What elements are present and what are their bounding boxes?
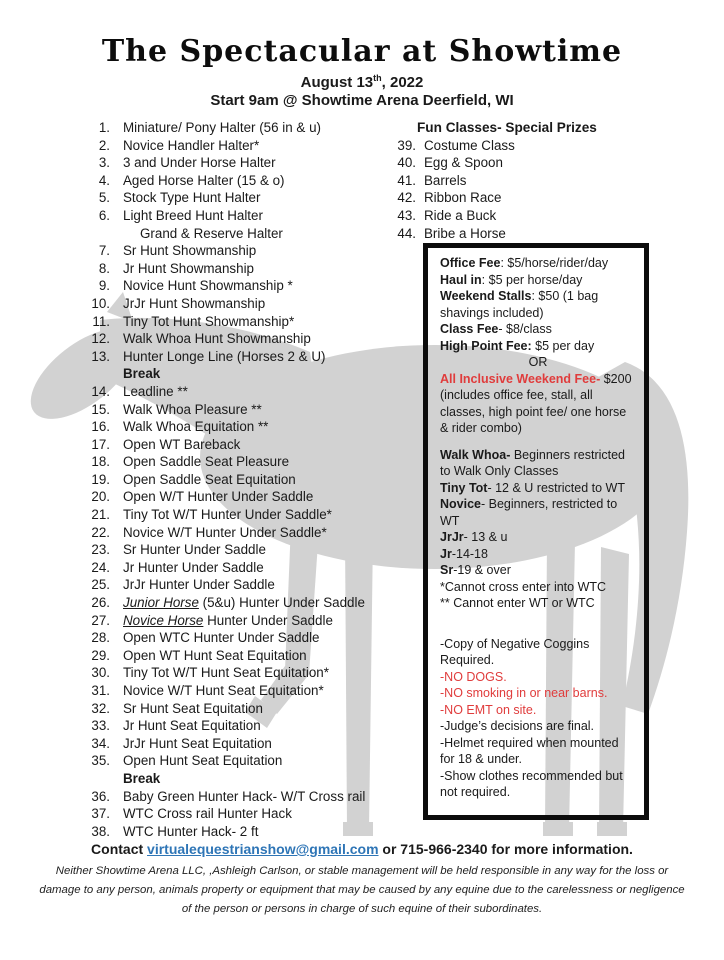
class-number: 28.: [91, 630, 110, 646]
horse-hoof: [597, 822, 627, 836]
class-list-item: [84, 242, 365, 260]
class-list-item: [84, 277, 365, 295]
text-segment: Novice W/T Hunter Under Saddle*: [123, 524, 327, 540]
disclaimer-line: of the person or persons in charge of such equine of their subordinates.: [181, 903, 543, 915]
class-label: [123, 137, 259, 155]
class-number: 3.: [98, 155, 110, 171]
text-segment: Jr Hunt Showmanship: [123, 260, 254, 276]
fun-class-item: [392, 189, 597, 207]
class-label: [123, 348, 325, 366]
text-segment: Leadline **: [123, 383, 188, 399]
class-number: [84, 770, 110, 788]
email-link[interactable]: virtualequestrianshow@gmail.com: [147, 841, 379, 857]
text-segment: -Copy of Negative Coggins Required.: [440, 636, 590, 667]
text-segment: WTC Hunter Hack- 2 ft: [123, 823, 259, 839]
text-segment: JrJr Hunt Seat Equitation: [123, 735, 272, 751]
class-list-item: [84, 717, 365, 735]
info-box-line: [440, 718, 636, 735]
page-title: The Spectacular at Showtime: [101, 34, 623, 69]
class-label: [123, 436, 240, 454]
class-list-item: [84, 137, 365, 155]
text-segment: OR: [528, 355, 548, 369]
text-segment: 3 and Under Horse Halter: [123, 155, 276, 171]
contact-line: [0, 841, 724, 857]
fun-class-item: [392, 172, 597, 190]
class-number: 1.: [98, 120, 110, 135]
class-list-item: [84, 189, 365, 207]
text-segment: : $5 per horse/day: [481, 272, 583, 287]
text-segment: -NO EMT on site.: [440, 702, 537, 717]
class-list-item: [84, 295, 365, 313]
info-box-line: [440, 387, 636, 437]
class-label: [123, 612, 333, 630]
class-label: [123, 260, 254, 278]
class-number: 29.: [91, 647, 110, 663]
class-number: 21.: [91, 507, 110, 523]
disclaimer-line: damage to any person, animals property or equipment that may be caused by any equine due to the carelessness or negligence: [39, 884, 685, 896]
class-list-item: [84, 576, 365, 594]
class-list: [84, 119, 365, 840]
text-segment: Open W/T Hunter Under Saddle: [123, 489, 314, 505]
info-box-line: [440, 546, 636, 563]
class-list-item: [84, 735, 365, 753]
text-segment: Walk Whoa Hunt Showmanship: [123, 331, 311, 347]
text-segment: Beginners restricted to Walk Only Classes: [440, 447, 626, 478]
class-number: 39.: [397, 137, 416, 153]
flyer-header: [0, 34, 724, 109]
class-label: [123, 770, 160, 788]
class-number: 38.: [91, 823, 110, 839]
text-segment: -Helmet required when mounted for 18 & under.: [440, 735, 619, 766]
text-segment: Weekend Stalls: [440, 289, 532, 303]
class-list-item: [84, 471, 365, 489]
class-label: [424, 137, 515, 155]
text-segment: All Inclusive Weekend Fee-: [440, 371, 601, 386]
class-number: 42.: [397, 190, 416, 206]
text-segment: Break: [123, 770, 161, 786]
info-box-line: [440, 562, 636, 579]
class-list-item: [84, 506, 365, 524]
text-segment: Open WT Bareback: [123, 436, 241, 452]
class-list-item: [84, 348, 365, 366]
text-segment: Sr Hunt Seat Equitation: [123, 700, 263, 716]
info-box-line: [440, 447, 636, 480]
text-segment: Novice: [440, 497, 481, 511]
event-date-ordinal: th: [373, 73, 382, 83]
class-number: 31.: [91, 683, 110, 698]
text-segment: Stock Type Hunt Halter: [123, 190, 261, 206]
event-date: [0, 73, 724, 91]
text-segment: Walk Whoa Equitation **: [123, 419, 269, 435]
class-list-item: [84, 313, 365, 331]
info-box-spacer: [440, 437, 636, 447]
info-box-line: [440, 272, 636, 289]
class-list-item: [84, 172, 365, 190]
class-label: [123, 805, 292, 823]
text-segment: Aged Horse Halter (15 & o): [123, 172, 285, 188]
class-label: [123, 401, 262, 419]
text-segment: Miniature/ Pony Halter (56 in & u): [123, 120, 321, 135]
class-label: [123, 295, 265, 313]
class-label: [123, 541, 266, 559]
text-segment: Bribe a Horse: [424, 225, 506, 241]
class-label: [123, 700, 263, 718]
info-box-line: [440, 288, 636, 321]
text-segment: Grand & Reserve Halter: [140, 225, 283, 241]
class-number: 34.: [91, 735, 110, 751]
text-segment: Novice Hunt Showmanship *: [123, 278, 293, 294]
contact-suffix: or 715-966-2340 for more information.: [378, 841, 633, 857]
horse-hoof: [543, 822, 573, 836]
text-segment: Hunter Longe Line (Horses 2 & U): [123, 348, 326, 364]
text-segment: $5 per day: [531, 338, 595, 353]
text-segment: - 13 & u: [463, 530, 508, 544]
class-list-item: [84, 823, 365, 841]
text-segment: $200: [600, 371, 632, 386]
text-segment: Egg & Spoon: [424, 155, 503, 171]
class-label: [123, 823, 258, 841]
class-label: [123, 576, 275, 594]
event-start-location: Start 9am @ Showtime Arena Deerfield, WI: [210, 92, 514, 109]
text-segment: Tiny Tot Hunt Showmanship*: [123, 313, 295, 329]
text-segment: Tiny Tot W/T Hunter Under Saddle*: [123, 507, 332, 523]
info-box-line: [440, 702, 636, 719]
class-label: [424, 172, 466, 190]
class-number: 14.: [91, 383, 110, 399]
class-number: 6.: [98, 207, 110, 223]
class-label: [123, 383, 188, 401]
class-label: [140, 225, 283, 243]
class-label: [424, 207, 496, 225]
class-number: 11.: [92, 313, 110, 329]
class-number: 4.: [98, 172, 110, 188]
class-number: 33.: [91, 718, 110, 734]
class-list-item: [84, 682, 365, 700]
text-segment: Costume Class: [424, 137, 515, 153]
text-segment: Class Fee: [440, 322, 499, 336]
info-box-line: [440, 768, 636, 801]
class-list-item: [84, 260, 365, 278]
text-segment: -19 & over: [453, 563, 511, 577]
contact-prefix: Contact: [91, 841, 148, 857]
class-label: [123, 189, 260, 207]
text-segment: Break: [123, 366, 161, 382]
class-label: [123, 172, 285, 190]
class-label: [123, 682, 324, 700]
class-list-item: [84, 418, 365, 436]
info-box-line: [440, 496, 636, 529]
class-label: [123, 154, 276, 172]
class-label: [123, 488, 313, 506]
fun-classes-section: [392, 119, 597, 242]
text-segment: Open WT Hunt Seat Equitation: [123, 647, 307, 663]
text-segment: -Judge’s decisions are final.: [440, 719, 595, 733]
class-label: [123, 119, 321, 137]
class-label: [123, 453, 289, 471]
text-segment: : $5/horse/rider/day: [500, 256, 609, 270]
class-label: [123, 471, 296, 489]
class-label: [123, 277, 293, 295]
class-list-item: [84, 330, 365, 348]
class-number: 15.: [91, 401, 110, 417]
fun-class-item: [392, 207, 597, 225]
class-number: 16.: [91, 419, 110, 435]
text-segment: High Point Fee:: [440, 338, 532, 353]
text-segment: Junior Horse: [123, 595, 199, 611]
info-box-line: [440, 321, 636, 338]
class-label: [424, 154, 503, 172]
text-segment: WTC Cross rail Hunter Hack: [123, 806, 292, 822]
fun-class-item: [392, 137, 597, 155]
class-list-item: [84, 225, 365, 243]
class-number: 25.: [91, 577, 110, 593]
text-segment: Tiny Tot W/T Hunt Seat Equitation*: [123, 665, 329, 681]
class-number: 22.: [91, 524, 110, 540]
text-segment: -Show clothes recommended but not required.: [440, 768, 623, 799]
class-number: 12.: [91, 331, 110, 347]
text-segment: - $8/class: [498, 322, 552, 336]
class-list-item: [84, 154, 365, 172]
text-segment: -NO smoking in or near barns.: [440, 686, 608, 700]
class-list-item: [84, 805, 365, 823]
class-number: 13.: [91, 348, 110, 364]
text-segment: Sr Hunt Showmanship: [123, 243, 257, 259]
class-label: [123, 559, 264, 577]
text-segment: - 12 & U restricted to WT: [487, 480, 625, 495]
text-segment: JrJr: [440, 530, 464, 544]
class-number: 40.: [397, 155, 416, 171]
class-list-item: [84, 594, 365, 612]
text-segment: JrJr Hunt Showmanship: [123, 295, 266, 311]
class-number: 19.: [91, 471, 110, 487]
text-segment: - Beginners, restricted to WT: [440, 497, 618, 528]
text-segment: Sr: [440, 563, 454, 577]
class-list-item: [84, 207, 365, 225]
disclaimer-line: Neither Showtime Arena LLC, ,Ashleigh Carlson, or stable management will be held responsible in any way for the loss or: [55, 865, 669, 877]
class-number: 23.: [91, 542, 110, 558]
text-segment: -14-18: [451, 546, 488, 561]
class-number: 5.: [98, 190, 110, 206]
class-label: [424, 189, 501, 207]
text-segment: (5&u) Hunter Under Saddle: [198, 595, 365, 611]
text-segment: Open WTC Hunter Under Saddle: [123, 630, 320, 646]
text-segment: Ribbon Race: [424, 190, 502, 206]
fun-class-item: [392, 225, 597, 243]
class-list-item: [84, 559, 365, 577]
info-box-line: [440, 529, 636, 546]
class-list-item: [84, 647, 365, 665]
text-segment: : $50 (1 bag shavings included): [440, 289, 599, 320]
class-number: 41.: [397, 172, 416, 188]
disclaimer: [28, 862, 696, 919]
text-segment: Office Fee: [440, 256, 501, 270]
text-segment: -NO DOGS.: [440, 669, 507, 684]
class-number: [84, 225, 110, 243]
class-number: 10.: [91, 295, 110, 311]
class-list-item: [84, 119, 365, 137]
class-number: 36.: [91, 788, 110, 804]
class-list-item: [84, 664, 365, 682]
class-number: 7.: [98, 243, 110, 259]
fun-classes-heading: Fun Classes- Special Prizes: [417, 120, 597, 135]
class-label: [123, 629, 320, 647]
class-number: 32.: [91, 700, 110, 716]
class-number: 17.: [91, 436, 110, 452]
text-segment: Haul in: [440, 272, 482, 287]
class-label: [424, 225, 506, 243]
fun-classes-list: [392, 137, 597, 243]
class-number: 37.: [91, 806, 110, 822]
info-box-spacer: [440, 612, 636, 636]
text-segment: Barrels: [424, 172, 467, 188]
class-list-item: [84, 524, 365, 542]
class-label: [123, 664, 329, 682]
class-list-item: [84, 612, 365, 630]
info-box-line: [440, 354, 636, 371]
class-number: [84, 365, 110, 383]
class-label: [123, 506, 332, 524]
event-date-text: August 13: [300, 74, 374, 91]
text-segment: Tiny Tot: [440, 480, 488, 495]
class-number: 18.: [91, 454, 110, 470]
text-segment: Novice W/T Hunt Seat Equitation*: [123, 683, 324, 698]
text-segment: *Cannot cross enter into WTC: [440, 579, 607, 594]
class-number: 24.: [91, 559, 110, 575]
info-box-line: [440, 338, 636, 355]
text-segment: Light Breed Hunt Halter: [123, 207, 263, 223]
class-label: [123, 524, 327, 542]
class-label: [123, 788, 365, 806]
class-list-item: [84, 488, 365, 506]
text-segment: Ride a Buck: [424, 207, 497, 223]
text-segment: Walk Whoa-: [440, 447, 511, 462]
class-number: 26.: [91, 595, 110, 611]
info-box-line: [440, 669, 636, 686]
text-segment: Novice Horse: [123, 612, 204, 628]
class-label: [123, 647, 307, 665]
class-list-item: [84, 700, 365, 718]
class-number: 30.: [91, 665, 110, 681]
class-number: 35.: [91, 753, 110, 769]
class-number: 43.: [397, 207, 416, 223]
text-segment: Walk Whoa Pleasure **: [123, 401, 262, 417]
text-segment: Baby Green Hunter Hack- W/T Cross rail: [123, 788, 366, 804]
info-box-line: [440, 595, 636, 612]
text-segment: Hunter Under Saddle: [203, 612, 333, 628]
text-segment: Open Hunt Seat Equitation: [123, 753, 283, 769]
text-segment: Jr Hunter Under Saddle: [123, 559, 264, 575]
class-label: [123, 330, 311, 348]
class-list-item: [84, 383, 365, 401]
text-segment: Sr Hunter Under Saddle: [123, 542, 266, 558]
info-box: [423, 243, 649, 820]
class-label: [123, 735, 272, 753]
info-box-line: [440, 480, 636, 497]
info-box-line: [440, 371, 636, 388]
class-label: [123, 242, 256, 260]
class-label: [123, 313, 294, 331]
info-box-line: [440, 579, 636, 596]
class-label: [123, 717, 261, 735]
class-number: 9.: [98, 278, 110, 294]
class-number: 27.: [91, 612, 110, 628]
class-number: 44.: [397, 225, 416, 241]
class-list-item: [84, 401, 365, 419]
class-label: [123, 594, 365, 612]
text-segment: Novice Handler Halter*: [123, 137, 260, 153]
class-label: [123, 418, 268, 436]
info-box-line: [440, 255, 636, 272]
class-label: [123, 752, 282, 770]
text-segment: Open Saddle Seat Equitation: [123, 471, 296, 487]
class-list-item: [84, 629, 365, 647]
class-list-item: [84, 541, 365, 559]
class-list-item: [84, 788, 365, 806]
class-label: [123, 207, 263, 225]
class-list-item: [84, 752, 365, 770]
class-label: [123, 365, 160, 383]
text-segment: Open Saddle Seat Pleasure: [123, 454, 290, 470]
text-segment: Jr Hunt Seat Equitation: [123, 718, 261, 734]
class-number: 8.: [98, 260, 110, 276]
class-list-item: [84, 770, 365, 788]
class-list-item: [84, 365, 365, 383]
text-segment: (includes office fee, stall, all classes, high point fee/ one horse & rider combo): [440, 388, 627, 435]
text-segment: ** Cannot enter WT or WTC: [440, 596, 595, 610]
text-segment: JrJr Hunter Under Saddle: [123, 577, 275, 593]
class-number: 2.: [98, 137, 110, 153]
event-date-year: , 2022: [381, 74, 424, 91]
info-box-line: [440, 636, 636, 669]
class-list-item: [84, 453, 365, 471]
info-box-line: [440, 735, 636, 768]
fun-class-item: [392, 154, 597, 172]
class-list-item: [84, 436, 365, 454]
info-box-line: [440, 685, 636, 702]
class-number: 20.: [91, 489, 110, 505]
text-segment: Jr: [440, 546, 452, 561]
